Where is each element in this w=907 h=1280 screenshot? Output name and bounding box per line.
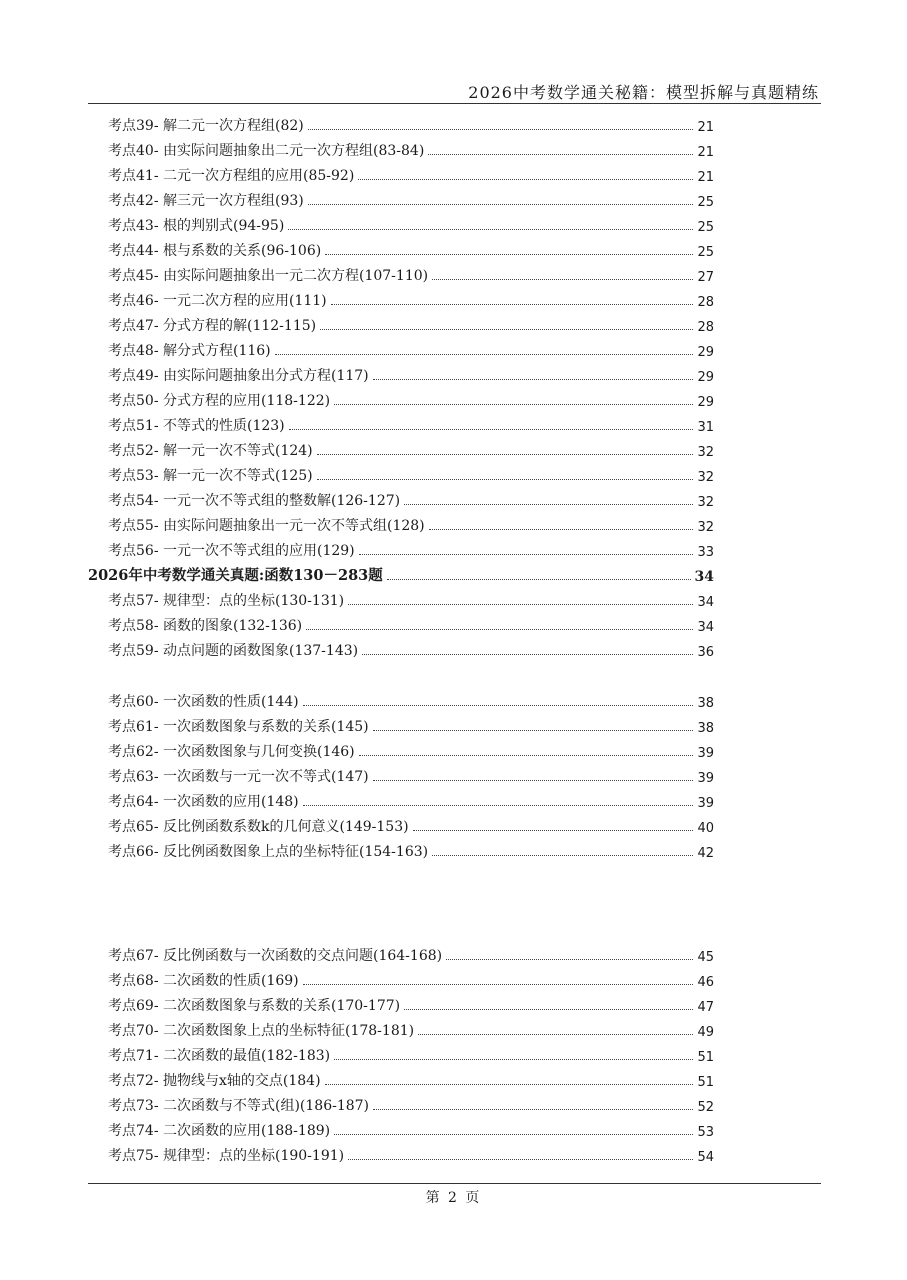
toc-entry-label: 考点63- 一次函数与一元一次不等式(147) xyxy=(108,769,369,785)
toc-dot-leader xyxy=(306,629,693,630)
toc-entry-page: 38 xyxy=(697,721,714,736)
toc-entry-label: 考点55- 由实际问题抽象出一元一次不等式组(128) xyxy=(108,518,425,534)
toc-entry-label: 考点57- 规律型：点的坐标(130-131) xyxy=(108,593,345,609)
toc-entry[interactable] xyxy=(108,993,714,1015)
toc-dot-leader xyxy=(275,354,694,355)
header-divider xyxy=(88,103,821,104)
toc-dot-leader xyxy=(303,984,694,985)
toc-dot-leader xyxy=(334,404,693,405)
toc-entry-label: 考点54- 一元一次不等式组的整数解(126-127) xyxy=(108,493,401,509)
toc-entry[interactable] xyxy=(108,288,714,310)
toc-entry-page: 31 xyxy=(697,420,714,435)
toc-entry-label: 考点49- 由实际问题抽象出分式方程(117) xyxy=(108,368,369,384)
toc-entry-page: 46 xyxy=(697,975,714,990)
toc-dot-leader xyxy=(289,429,694,430)
toc-entry[interactable] xyxy=(108,689,714,711)
toc-entry[interactable] xyxy=(108,213,714,235)
toc-entry-label: 考点50- 分式方程的应用(118-122) xyxy=(108,393,331,409)
toc-dot-leader xyxy=(348,604,693,605)
toc-entry-page: 54 xyxy=(697,1150,714,1165)
toc-entry-page: 21 xyxy=(697,170,714,185)
toc-entry-label: 考点75- 规律型：点的坐标(190-191) xyxy=(108,1148,345,1164)
toc-dot-leader xyxy=(373,1109,693,1110)
toc-dot-leader xyxy=(308,129,694,130)
toc-entry-page: 32 xyxy=(697,445,714,460)
toc-entry-label: 考点61- 一次函数图象与系数的关系(145) xyxy=(108,719,369,735)
toc-entry-label: 考点73- 二次函数与不等式(组)(186-187) xyxy=(108,1098,370,1114)
toc-entry[interactable] xyxy=(108,538,714,560)
toc-entry-page: 36 xyxy=(697,645,714,660)
toc-entry[interactable] xyxy=(108,1143,714,1165)
toc-entry-label: 考点39- 解二元一次方程组(82) xyxy=(108,118,304,134)
toc-entry-page: 39 xyxy=(697,771,714,786)
toc-entry-label: 2026年中考数学通关真题:函数130－283题 xyxy=(88,567,383,584)
toc-dot-leader xyxy=(348,1159,693,1160)
toc-entry-label: 考点41- 二元一次方程组的应用(85-92) xyxy=(108,168,355,184)
toc-dot-leader xyxy=(358,179,693,180)
toc-entry-label: 考点68- 二次函数的性质(169) xyxy=(108,973,299,989)
toc-entry-label: 考点46- 一元二次方程的应用(111) xyxy=(108,293,327,309)
toc-entry-label: 考点70- 二次函数图象上点的坐标特征(178-181) xyxy=(108,1023,415,1039)
toc-entry[interactable] xyxy=(108,513,714,535)
toc-entry[interactable] xyxy=(108,943,714,965)
toc-entry-label: 考点51- 不等式的性质(123) xyxy=(108,418,285,434)
toc-entry[interactable] xyxy=(108,438,714,460)
toc-entry-label: 考点40- 由实际问题抽象出二元一次方程组(83-84) xyxy=(108,143,425,159)
toc-dot-leader xyxy=(308,204,694,205)
toc-entry[interactable] xyxy=(108,113,714,135)
toc-entry[interactable] xyxy=(108,839,714,861)
toc-dot-leader xyxy=(429,529,694,530)
toc-entry[interactable] xyxy=(108,488,714,510)
toc-entry[interactable] xyxy=(108,188,714,210)
toc-entry[interactable] xyxy=(108,1093,714,1115)
toc-entry-label: 考点67- 反比例函数与一次函数的交点问题(164-168) xyxy=(108,948,443,964)
toc-entry-label: 考点74- 二次函数的应用(188-189) xyxy=(108,1123,331,1139)
toc-dot-leader xyxy=(432,855,693,856)
toc-entry-page: 25 xyxy=(697,195,714,210)
toc-entry-page: 51 xyxy=(697,1075,714,1090)
toc-entry-label: 考点42- 解三元一次方程组(93) xyxy=(108,193,304,209)
toc-entry-label: 考点72- 抛物线与x轴的交点(184) xyxy=(108,1073,321,1089)
toc-entry-page: 27 xyxy=(697,270,714,285)
toc-dot-leader xyxy=(413,830,694,831)
toc-entry[interactable] xyxy=(108,463,714,485)
toc-entry[interactable] xyxy=(108,739,714,761)
page-header-title: 2026中考数学通关秘籍：模型拆解与真题精练 xyxy=(468,83,819,102)
toc-entry-page: 49 xyxy=(697,1025,714,1040)
toc-entry-page: 32 xyxy=(697,470,714,485)
toc-entry[interactable] xyxy=(108,638,714,660)
toc-entry-label: 考点62- 一次函数图象与几何变换(146) xyxy=(108,744,355,760)
toc-dot-leader xyxy=(373,730,694,731)
toc-dot-leader xyxy=(404,1009,693,1010)
toc-entry[interactable] xyxy=(108,163,714,185)
toc-dot-leader xyxy=(331,304,694,305)
toc-entry-page: 21 xyxy=(697,145,714,160)
toc-entry-page: 51 xyxy=(697,1050,714,1065)
toc-entry[interactable] xyxy=(108,238,714,260)
toc-dot-leader xyxy=(387,579,691,580)
toc-entry[interactable] xyxy=(108,588,714,610)
toc-entry-label: 考点59- 动点问题的函数图象(137-143) xyxy=(108,643,359,659)
toc-entry[interactable] xyxy=(108,764,714,786)
toc-entry-page: 33 xyxy=(697,545,714,560)
toc-entry-label: 考点65- 反比例函数系数k的几何意义(149-153) xyxy=(108,819,409,835)
toc-entry-page: 25 xyxy=(697,220,714,235)
toc-entry-label: 考点44- 根与系数的关系(96-106) xyxy=(108,243,322,259)
toc-entry-page: 42 xyxy=(697,846,714,861)
toc-entry-label: 考点52- 解一元一次不等式(124) xyxy=(108,443,313,459)
toc-entry[interactable] xyxy=(108,363,714,385)
toc-dot-leader xyxy=(404,504,693,505)
toc-dot-leader xyxy=(428,154,693,155)
toc-entry-label: 考点43- 根的判别式(94-95) xyxy=(108,218,285,234)
toc-dot-leader xyxy=(288,229,693,230)
toc-entry-page: 52 xyxy=(697,1100,714,1115)
toc-dot-leader xyxy=(373,379,694,380)
toc-section-heading[interactable] xyxy=(88,563,714,585)
toc-entry[interactable] xyxy=(108,413,714,435)
toc-entry-label: 考点45- 由实际问题抽象出一元二次方程(107-110) xyxy=(108,268,429,284)
toc-entry-page: 39 xyxy=(697,746,714,761)
footer-divider xyxy=(88,1183,821,1184)
toc-dot-leader xyxy=(303,705,694,706)
toc-entry-label: 考点71- 二次函数的最值(182-183) xyxy=(108,1048,331,1064)
toc-entry-page: 47 xyxy=(697,1000,714,1015)
toc-dot-leader xyxy=(446,959,693,960)
toc-dot-leader xyxy=(334,1059,693,1060)
toc-entry[interactable] xyxy=(108,1118,714,1140)
toc-entry-page: 39 xyxy=(697,796,714,811)
toc-entry-label: 考点47- 分式方程的解(112-115) xyxy=(108,318,317,334)
toc-entry-page: 34 xyxy=(697,620,714,635)
toc-entry[interactable] xyxy=(108,714,714,736)
toc-entry-label: 考点53- 解一元一次不等式(125) xyxy=(108,468,313,484)
toc-dot-leader xyxy=(373,780,694,781)
toc-entry-page: 21 xyxy=(697,120,714,135)
toc-entry-label: 考点66- 反比例函数图象上点的坐标特征(154-163) xyxy=(108,844,429,860)
toc-entry-page: 25 xyxy=(697,245,714,260)
toc-entry-page: 32 xyxy=(697,520,714,535)
toc-entry[interactable] xyxy=(108,313,714,335)
toc-entry[interactable] xyxy=(108,1043,714,1065)
toc-entry[interactable] xyxy=(108,388,714,410)
toc-dot-leader xyxy=(359,755,694,756)
toc-entry-label: 考点48- 解分式方程(116) xyxy=(108,343,271,359)
toc-entry-label: 考点58- 函数的图象(132-136) xyxy=(108,618,303,634)
toc-dot-leader xyxy=(334,1134,693,1135)
page-number: 第 2 页 xyxy=(425,1190,482,1206)
toc-entry-page: 29 xyxy=(697,370,714,385)
toc-entry-page: 34 xyxy=(697,595,714,610)
toc-entry-page: 53 xyxy=(697,1125,714,1140)
toc-entry-page: 28 xyxy=(697,320,714,335)
toc-dot-leader xyxy=(320,329,693,330)
toc-entry[interactable] xyxy=(108,1018,714,1040)
toc-entry-page: 32 xyxy=(697,495,714,510)
toc-dot-leader xyxy=(432,279,693,280)
toc-entry[interactable] xyxy=(108,814,714,836)
toc-entry-page: 34 xyxy=(694,569,714,585)
toc-entry[interactable] xyxy=(108,613,714,635)
toc-entry-page: 29 xyxy=(697,345,714,360)
toc-dot-leader xyxy=(325,1084,694,1085)
toc-entry-label: 考点60- 一次函数的性质(144) xyxy=(108,694,299,710)
toc-entry-page: 40 xyxy=(697,821,714,836)
toc-dot-leader xyxy=(325,254,693,255)
toc-dot-leader xyxy=(418,1034,693,1035)
toc-entry-label: 考点64- 一次函数的应用(148) xyxy=(108,794,299,810)
toc-entry-label: 考点56- 一元一次不等式组的应用(129) xyxy=(108,543,355,559)
toc-dot-leader xyxy=(317,479,694,480)
toc-dot-leader xyxy=(303,805,694,806)
toc-entry-page: 38 xyxy=(697,696,714,711)
toc-entry[interactable] xyxy=(108,1068,714,1090)
toc-dot-leader xyxy=(317,454,694,455)
toc-entry[interactable] xyxy=(108,138,714,160)
toc-entry[interactable] xyxy=(108,338,714,360)
toc-entry[interactable] xyxy=(108,968,714,990)
toc-dot-leader xyxy=(362,654,693,655)
toc-entry-label: 考点69- 二次函数图象与系数的关系(170-177) xyxy=(108,998,401,1014)
toc-entry-page: 29 xyxy=(697,395,714,410)
toc-entry[interactable] xyxy=(108,263,714,285)
toc-entry[interactable] xyxy=(108,789,714,811)
toc-dot-leader xyxy=(359,554,694,555)
toc-entry-page: 28 xyxy=(697,295,714,310)
toc-entry-page: 45 xyxy=(697,950,714,965)
